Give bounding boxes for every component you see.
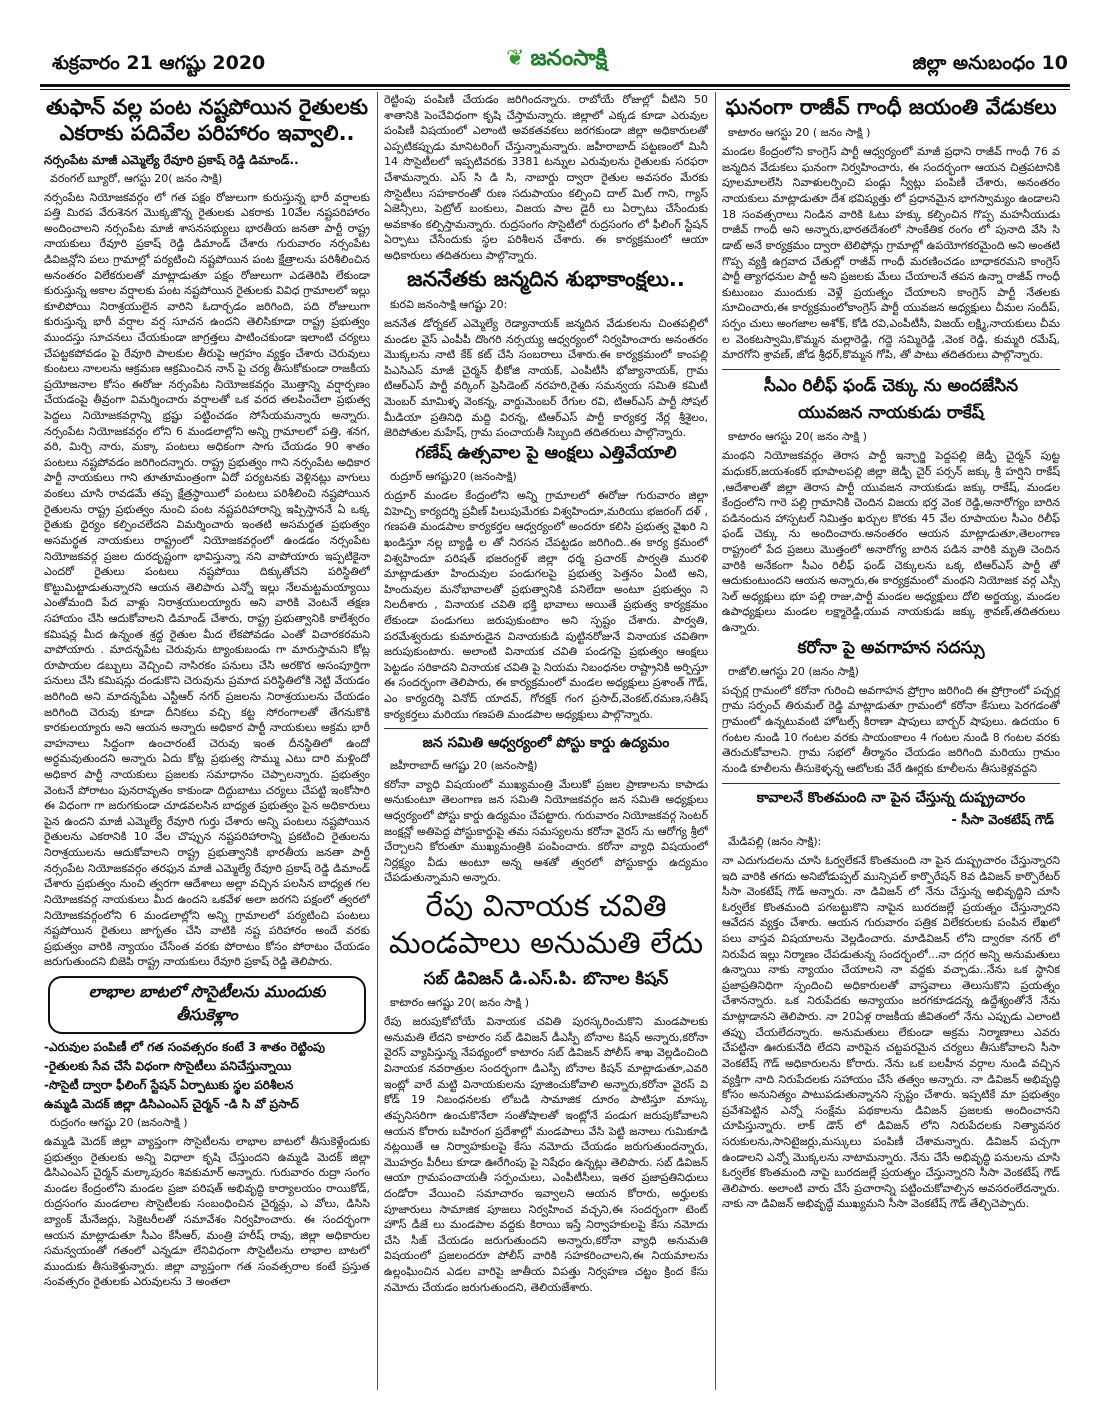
article-body: మండల కేంద్రంలోని కాంగ్రెస్ పార్టీ ఆధ్వర్యంలో మాజీ ప్రధాని రాజీవ్ గాంధీ 76 వ జన్మదిన వేడుకలు ఘనంగా నిర్వహించారు, ఈ సందర్భంగా ఆయన చిత్రపటానికి పూలమాలలేసి నివాళులర్పించి పండ్లు స్వీట్లు పంపిణీ చేశారు, అనంతరం నాయకులు మాట్లాడుతూ దేశ భవిష్యత్తు లో ప్రధానమైన భాగస్వామ్యం ఉండాలని 18 సంవత్సరాలు నిండిన వారికి ఓటు హక్కు కల్పించిన గొప్ప మహనీయుడు రాజీవ్ గాంధీ అని అన్నారు,భారతదేశంలో సాంకేతిక రంగం లో పునాది వేసి సి డాట్ అనే కార్యక్రమం ద్వారా టెలిఫోన్లు గ్రామాల్లో ఉపయోగకరమైంది అని అంతటి గొప్ప వ్యక్తి ఉగ్రవాద చేతుల్లో రాజీవ్ గాంధీ మరణించడం బాధాకరమని కాంగ్రెస్ పార్టీ త్యాగధనుల పార్టీ అని ప్రజలకు మేలు చేయాలనే తపన ఉన్నా రాజీవ్ గాంధీ కుటుంబం ముందుకు వెళ్లే ప్రయత్నం చేయాలని కాంగ్రెస్ పార్టీ నేతలకు సూచించారు,ఈ కార్యక్రమంలోకాంగ్రెస్ పార్టీ యువజన అధ్యక్షులు చీమల సందీప్, సర్పం చులు అంగజాల అశోక్, కోడి రవి,ఎంపీటీసీ, విజయ్ లక్ష్మి,నాయకులు చీమ ల వెంకటస్వామి,కొమ్మన మల్లారెడ్డి, గద్దె సమ్మిరెడ్డి ,వెంక రెడ్డి, కుమ్మరి రమేష్, మారగోని శ్రావణ్, జోడ శ్రీధర్,కొమ్మన గోపి, తో పాటు తదితరులు పాల్గొన్నారు. [722,145,1060,362]
article-dateline: మేడిపల్లి (జనం సాక్షి): [728,835,822,848]
page-header [36,40,1076,84]
article-body: నర్సంపేట నియోజకవర్గం లో గత పక్షం రోజులుగా కురుస్తున్న భారీ వర్షాలకు పత్తి మిరప వేరుశెనగ మొక్కజొన్న రైతులకు ఎకరాకు 10వేల నష్టపరిహారం అందించాలని నర్సంపేట మాజీ శాసనసభ్యులు భారతీయ జనతా పార్టీ రాష్ట్ర నాయకులు రేవూరి ప్రకాష్ రెడ్డి డిమాండ్ చేశారు గురువారం నర్సంపేట డివిజన్లోని పలు గ్రామాల్లో పర్యటించి నష్టపోయిన పంట క్షేత్రాలను పరిశీలించిన అనంతరం విలేకరులతో మాట్లాడుతూ పక్షం రోజులుగా ఎడతెరిపి లేకుండా కురుస్తున్న అకాల వర్షాలకు పంట నష్టపోయిన రైతులకు వివిధ గ్రామాలలో ఇల్లు కూలిపోయి నిరాశ్రయులైన వారిని ఓదార్చడం జరిగింది, పది రోజులుగా కురుస్తున్న భారీ వర్షాల వర్ష సూచన ఉందని తెలిసికూడా రాష్ట్ర ప్రభుత్వం ముందస్తు సూచనలు చేయకుండా జాగ్రత్తలు పాటించకుండా ఇలాంటి చర్యలు చేపట్టకపోవడం పై రేవూరి పాలకుల తీరుపై ఆగ్రహం వ్యక్తం చేశారు చెరువులు కుంటలు నాలలను ఆక్రమణ ఆక్రమించిన నాన్ పై చర్య తీసుకోకుండా రాజకీయ ప్రయోజనాల కోసం ఈరోజు నర్సంపేట నియోజకవర్గం మొత్తాన్ని వర్షార్పణం చేయడంపై తీవ్రంగా విమర్శించారు వర్షాలతో ఒక వరద తలపించేలా ప్రభుత్వ పెద్దలు నియోజకవర్గాన్ని భ్రష్టు పట్టించడం సోసేయమన్నారు అన్నారు. నర్సంపేట నియోజకవర్గం లోని 6 మండలాల్లోని అన్ని గ్రామాలలో పత్తి, శనగ, వరి, మిర్చి నారు, మక్కా పంటలు అధికంగా సాగు చేయడం 90 శాతం పంటలు నష్టపోవడం జరిగిందన్నారు. రాష్ట్ర ప్రభుత్వం గాని నర్సంపేట అధికార పార్టీ నాయకులు గాని తూతూమంత్రంగా ఏదో పర్యటనకు వెళ్లినట్లు వాగులు వంకలు చూసి రావడమే తప్ప క్షేత్రస్థాయిలో పంటలు పరిశీలించి నష్టపోయిన రైతులను రాష్ట్ర ప్రభుత్వం నుంచి పంట నష్టపరిహారాన్ని ఇప్పిస్తాననే ఏ ఒక్క రైతుకు ధైర్యం కల్పించలేదని విమర్శించారు ఇంతటి అసమర్థత ప్రభుత్వం అసమర్థత నాయకులు రాష్ట్రంలో నియోజకవర్గంలో ఉండడం నర్సంపేట నియోజకవర్గ ప్రజల దురదృష్టంగా భావిస్తున్నా నని వాపోయారు ఇప్పటికైనా ఎందరో రైతులు పంటలు నష్టపోయి దిక్కుతోచని పరిస్థితిలో కొట్టుమిట్టాడుతున్నారని ఆయన తెలిపారు ఎన్నో ఇల్లు నేలమట్టమయ్యాయి ఎంతోమంది పేద వాళ్లు నిరాశ్రయులయ్యారు అని వారికి వెంటనే తక్షణ సహాయం చేసి ఆదుకోవాలని డిమాండ్ చేశారు, రాష్ట్ర ప్రభుత్వానికి కాలేశ్వరం కమిషన్ల మీద ఉన్నంత శ్రద్ధ రైతుల మీద లేకపోవడం ఎంతో విచారకరమని వాపోయారు . మాదన్నపేట చెరువును ట్యాంకుబండు గా మారుస్తామని కోట్ల రూపాయల డబ్బులు వెచ్చించి నాసిరకం పనులు చేసి అరకొర అసంపూర్తిగా పనులు చేసి కమిషన్లు దండుకొని చెరువును ప్రమాద పరిస్థితిలోకి నెట్టి వేయడం జరిగింది అని మాదన్నపేట ఎస్టీఆర్ నగర్ ప్రజలను నిరాశ్రయులను చేయడం జరిగింది చెరువు కూడా దీనికలు వచ్చి కట్ట సోరంగాలతో తేగనుకొకి కారకులయ్యారు అని ఆయన అన్నారు అధికార పార్టీ నాయకులు అక్రమ భారీ వాహనాలు సిద్దంగా ఉంచారంటే చెరువు ఇంత దీనస్థితిలో ఉందో అర్ధమవుతుందని అన్నారు ఏదు కోట్ల ప్రభుత్వ సొమ్ము ఎటు దారి మళ్లిందో అధికార పార్టీ నాయకులు ప్రజలకు సమాధానం చెప్పాలన్నారు. ప్రభుత్వం వెంటనే పోరాటం పునరావృతం కాకుండా దిద్దుబాటు చర్యలు చేపట్టి ఇంకోసారి ఈ విధంగా గా జరుగకుండా చూడవలసిన బాధ్యత ప్రభుత్వం పైన అధికారులు పైన ఉందని మాజీ ఎమ్మెల్యే రేవూరి గుర్తు చేశారు అన్ని పంటలు నష్టపోయిన రైతులను ఎకరానికి 10 వేల చొప్పున నష్టపరిహారాన్ని ప్రకటించి రైతులను నిరాశ్రయులను ఆదుకోవాలని రాష్ట్ర ప్రభుత్వానికి భారతీయ జనతా పార్టీ నర్సంపేట నియోజకవర్గం తరఫున మాజీ ఎమ్మెల్యే రేవూరి ప్రకాష్ రెడ్డి డిమాండ్ చేశారు ప్రభుత్వం నుంచి త్వరగా ఆదేశాలు అల్లా వచ్చిన పలసిన బాధ్యత గల నియోజకవర్గ నాయకులు మీద ఉందని ఒకవేళ అలా జరగని పక్షంలో త్వరలో నియోజకవర్గంలోని 6 మండలాల్లోని అన్ని గ్రామాలలో పర్యటించి పంటలు నష్టపోయిన రైతులు జాగృతం చేసి వాటికి నష్ట పరిహారం అందే వరకు ప్రభుత్వం వారికి న్యాయం చేసేంత వరకు పోరాటం కోసం పోరాటం చేయడం జరుగుతుందని బిజెపి రాష్ట్ర నాయకులు రేవూరి ప్రకాష్ రెడ్డి తెలిపారు. [44,190,370,969]
article-body: రేపు జరుపుకోబోయే వినాయక చవితి పురస్కరించుకొని మండపాలకు అనుమతి లేదని కాటారం సబ్ డివిజన్ డీఎస్పీ బోనాల కిషన్ అన్నారు,కరోనా వైరస్ వ్యాపిస్తున్న నేపథ్యంలో కాటారం సబ్ డివిజన్ పోలీస్ శాఖ వెల్లడించింది వినాయక నవరాత్రుల సందర్భంగా డిఎస్పీ బోనాల కిషన్ మాట్లాడుతూ,ఎవరి ఇంట్లో వారే మట్టి వినాయకులను పూజించుకోవాలి అన్నారు,కరోనా వైరస్ వి కోడ్ 19 నిబంధనలకు లోబడి సామాజిక దూరం పాటిస్తూ మాస్కు తప్పనిసరిగా ఉంచుకొనేలా సంతోషాలతో ఇంట్లోనే పండుగ జరుపుకోవాలని ఆయన కోరారు బహిరంగ ప్రదేశాల్లో మండపాలు వేసి పెట్టి జనాలు గుమికూడి నట్లయితే ఆ నిర్వాహకులపై కేసు నమోదు చేయడం జరుగుతుందన్నారు, మొహర్రం పీరీలు కూడా ఊరేగింపు పై నిషేధం ఉన్నట్లు తెలిపారు. సబ్ డివిజన్ ఆయా గ్రామపంచాయతీ సర్పంచులు, ఎంపీటీసీలు, ఇతర ప్రజాప్రతినిధులు దండోరా వేయించి సమాచారం ఇవ్వాలని ఆయన కోరారు, అర్హులకు పూజారులు సామాజిక పూజలు నిర్వహించ వచ్చని,ఈ సందర్భంగా టెంట్ హౌస్ డీజే లు మండపాల వద్దకు కిరాయి ఇస్తే నిర్వాహకులపై కేసు నమోదు చేసి సీజ్ చేయడం జరుగుతుందని అన్నారు,కరోనా వ్యాధి అనుమతి విషయంలో ప్రజలందరూ పోలీస్ వారికి సహకరించాలని,ఈ నియమాలను ఉల్లంఘించిన ఎడల వారిపై జాతీయ విపత్తు నిర్వహణ చట్టం క్రింద కేసు నమోదు చేయడం జరుగుతుందని, తెలియజేశారు. [384,1015,708,1294]
article-dateline: కాటారం ఆగస్టు 20( జనం సాక్షి ) [728,430,867,444]
article-body: రుద్రూర్ మండల కేంద్రంలోని అన్ని గ్రామాలలో ఈరోజు గురువారం జిల్లా విహెచ్పి కార్యదర్శి ప్రవీణ్ పిలుపుమేరకు విశ్వహిందూ,మరియు భజరంగ్ దళ్ , గణపతి మండపాల కార్యకర్తల ఆధ్వర్యంలో అందరూ కలిసి ప్రభుత్వ వైఖరి ని ఖండిస్తూ నల్ల బ్యాడ్జీ ల తో నిరసన చేపట్టడం జరిగింది..ఈ కార్య క్రమంలో విశ్వహిందూ పరిషత్ భజరంగ్దళ్ జిల్లా ధర్మ ప్రచారక్ పార్వతి మురళి మాట్లాడుతూ హిందువుల పండుగలపై ప్రభుత్వ పెత్తనం ఏంటి అని, హిందువుల మనోభావాలతో ప్రభుత్వానికి పనిలేదా అంటూ ప్రభుత్వం ని నిలదీశారు , వినాయక చవితి భక్తి భావాలు అయితే ప్రభుత్వ కార్యక్రమం లేకుండా పండుగలు జరుపుకుంటాం అని స్పష్టం చేశారు. పార్వతి, పరమేశ్వరుడు కుమారుడైన వినాయకుడి పుట్టినరోజునే వినాయక చవితిగా జరుపుకుంటారు. అలాంటి వినాయక చవితి పండగపై ప్రభుత్వం ఆంక్షలు పెట్టడం సరికాదని వినాయక చవితి పై నియమ నిబంధనల రాష్ట్రానికి అర్పిస్తూ ఈ సందర్భంగా తెలిపారు, ఈ కార్యక్రమంలో మండల అధ్యక్షులు ప్రశాంత్ గౌడ్, ఎం కార్యదర్శి వినోద్ యాదవ్, గోరక్షక్ గంగ ప్రసాద్,వెంకట్,రమణ,సతీష్ కార్యకర్తలు మరియు గణపతి మండపాల అధ్యక్షులు పాల్గొన్నారు. [384,489,708,721]
article-dateline: కురవి జనంసాక్షి ఆగష్టు 20: [390,297,508,311]
article-headline: కరోనా పై అవగాహన సదస్సు [797,637,985,658]
column-divider [377,92,378,1390]
article-dateline: రుద్రూర్ ఆగష్టు20 (జనంసాక్షి) [390,470,517,484]
article-dateline: కాటారం ఆగస్టు 20 ( జనం సాక్షి ) [728,126,871,140]
page-number: 10 [1041,52,1068,74]
article-subhead: నర్సంపేట మాజీ ఎమ్మెల్యే రేవూరి ప్రకాష్ రెడ్డి డిమాండ్.. [44,152,299,167]
article-point: ఉమ్మడి మెదక్ జిల్లా డిసిఎంఎస్ చైర్మన్ -డి సి వో ప్రసాద్ [44,1096,299,1111]
article-point: -సొసైటీ ద్వారా ఫీలింగ్ స్టేషన్ ఏర్పాటుకు స్థల పరిశీలన [44,1077,294,1092]
article-headline: జననేతకు జన్మదిన శుభాకాంక్షలు.. [407,266,685,291]
article-body: జననేత డోర్నకల్ ఎమ్మెల్యే రెడ్యానాయక్ జన్మదిన వేడుకలను చింతపల్లిలో మండల వైస్ ఎంపీపీ దొంగరి నర్సయ్య ఆధ్వర్యంలో నిర్వహించారు అనంతరం మొక్కలను నాటి కేక్ కట్ చేసి సంబరాలు చేశారు.ఈ కార్యక్రమంలో కాంపల్లి పిఎసిఎస్ మాజీ చైర్మన్ భీకోజి నాయక్, ఎంపీటీసీ భోజ్యానాయక్, గ్రామ టిఆర్ఎస్ పార్టీ వర్కింగ్ ప్రెసిడెంట్ నరహరి,రైతు సమన్వయ సమితి కమిటీ మెంబర్ మామిళ్ళ వెంకన్న, వార్డుమెంబర్ రేగుల రవి, టిఆర్ఎస్ పార్టీ సోషల్ మీడియా ప్రతినిధి మద్ది విరన్న, టిఆర్ఎస్ పార్టీ కార్యకర్త నేర్ల శ్రీశైలం, జెరిపోతుల మహేష్, గ్రామ పంచాయతీ సిబ్బంది తదితరులు పాల్గొన్నారు. [384,316,708,440]
article-dateline: వరంగల్ బ్యూరో, ఆగస్టు 20( జనం సాక్షి) [50,171,223,185]
newspaper-logo [506,46,607,76]
article-headline: యువజన నాయకుడు రాకేష్ [798,403,984,424]
column-divider [715,92,716,1390]
article-dateline: జహీరాబాద్ ఆగష్టు 20 (జనంసాక్షి) [390,758,538,772]
page-label [912,52,1068,79]
article-byline: - సీసా వెంకటేష్ గౌడ్ [951,813,1054,828]
article-body: ఉమ్మడి మెదక్ జిల్లా వ్యాప్తంగా సొసైటీలను లాభాల బాటలో తీసుకెళ్లేందుకు ప్రభుత్వం రైతులకు అన్ని విధాలా కృషి చేస్తుందని ఉమ్మడి మెదక్ జిల్లా డిసిఎంఎస్ చైర్మన్ మల్కాపురం శివకుమార్ అన్నారు. గురువారం రుద్రా సంగం మండల కేంద్రంలోని మండల ప్రజా పరిషత్ అభివృద్ధి కార్యాలయం రాయికోడ్, రుద్రసంగం మండలాల సొసైటీలకు సంబంధించిన చైర్మన్లు, ఎ వోలు, డిసిసి బ్యాంక్ మేనేజర్లు, సెక్రెటరీలతో సమావేశం నిర్వహించారు. ఈ సందర్భంగా ఆయన మాట్లాడుతూ సీఎం కేసీఆర్, మంత్రి హరీష్ రావు, జిల్లా అధికారుల సమన్వయంతో గతంలో ఎన్నడూ లేనివిధంగా సొసైటీలను లాభాల బాటలో ముందుకు తీసుకెళ్తున్నారు. జిల్లా వ్యాప్తంగా గత సంవత్సరాల కంటే ప్రస్తుత సంవత్సరం రైతులకు ఎరువులను 3 అంతలా [44,1134,370,1289]
header-rule-thin [40,89,1070,90]
divider [384,728,708,729]
article-dateline: రుద్రంగం ఆగష్టు 20 (జనంసాక్షి ) [50,1115,188,1129]
article-point: -రైతులకు సేవ చేసే విధంగా సొసైటీలు పనిచేస్తున్నాయి [44,1058,292,1073]
article-byline: సబ్ డివిజన్ డి.ఎస్.పి. బొనాల కిషన్ [423,968,669,989]
article-headline: లాభాల బాటలో సొసైటీలను ముందుకు తీసుకెళ్లాం [48,976,366,1034]
column-3 [722,92,1060,1390]
article-headline: కావాలనే కొంతమంది నా పైన చేస్తున్న దుష్ప్రచారం [756,789,1026,806]
divider [722,369,1060,370]
divider [722,783,1060,784]
column-2 [384,92,708,1390]
article-headline: సీఎం రిలీఫ్ ఫండ్ చెక్కు ను అందజేసిన [763,375,1019,396]
article-headline: జన సమితి ఆధ్వర్యంలో పోస్టు కార్డు ఉద్యమం [422,735,670,752]
article-body: మంథని నియోజకవర్గం తెరాస పార్టీ ఇన్చార్జి పెద్దపల్లి జెడ్పీ చైర్మన్ పుట్ట మధుకర్,జయశంకర్ భూపాలపల్లి జిల్లా జెడ్పీ చైర్ పర్సన్ జక్కు శ్రీ హర్షిని రాకేష్ ,ఆదేశాలతో జిల్లా తెరాస పార్టీ యువజన నాయకుడు జక్కు రాకేష్, మండల కేంద్రంలోని గారె పల్లి గ్రామానికి చెందిన విజయ భర్త వెంక రెడ్డి,అనారోగ్యం బారిన పడినందున హాస్పటల్ నిమిత్తం ఖర్చుల కొరకు 45 వేల రూపాయల సీఎం రిలీఫ్ ఫండ్ చెక్కు ను అందించారు.అనంతరం ఆయన మాట్లాడుతూ,తెలంగాణ రాష్ట్రంలో పేద ప్రజలు మొత్తంలో అనారోగ్య బారిన పడిన వారికి మృతి చెందిన వారికి అనేకంగా సీఎం రిలీఫ్ ఫండ్ చెక్కులను ఒక్క టిఆర్ఎస్ పార్టీ తో ఆదుకుంటుందని ఆయన అన్నారు,ఈ కార్యక్రమంలో మంథని నియోజక వర్గ ఎస్సీ సెల్ అధ్యక్షులు భూ పల్లి రాజు,పార్టీ మండల అధ్యక్షులు దోలి అర్జయ్య, మండల ఉపాధ్యక్షులు మండల లక్ష్మారెడ్డి,యువ నాయకుడు జక్కు శ్రావణ్,తదితరులు ఉన్నారు. [722,449,1060,634]
article-body: కరోనా వ్యాధి విషయంలో ముఖ్యమంత్రి మేలుకో ప్రజల ప్రాణాలను కాపాడు అనుకుంటూ తెలంగాణ జన సమితి నియోజకవర్గం జన సమితి అధ్యక్షులు ఆధ్వర్యంలో పోస్టు కార్డు ఉద్యమం చేపట్టారు. గురువారం నియోజకవర్గ సెంటర్ జంక్షన్లో అతిపెద్ద పోస్టుకార్డుపై తమ సమస్యలను కరోనా వైరస్ ను ఆరోగ్య శ్రీలో చేర్చాలని కోరుతూ ముఖ్యమంత్రికి పంపించారు. కరోనా వ్యాధి విషయంలో నిర్లక్ష్యం వీడు అంటూ అన్న ఆశతో త్వరలో పోస్టుకార్డు ఉద్యమం చేపడుతున్నామని అన్నారు. [384,777,708,885]
article-body: నా ఎదుగుదలను చూసి ఓర్వలేకనే కొంతమంది నా పైన దుష్ప్రచారం చేస్తున్నారని ఇది వారికి తగదు అనిబోడుప్పల్ మున్సిపల్ కార్పొరేషన్ 8వ డివిజన్ కార్పొరేటర్ సీసా వెంకటేష్ గౌడ్ అన్నారు. నా డివిజన్ లో నేను చేస్తున్న అభివృద్ధిని చూసి ఓర్వలేక కొంతమంది పగబట్టుకొని నాపైన బురదజల్లే ప్రయత్నం చేస్తున్నారని ఆవేదన వ్యక్తం చేశారు. ఆయన గురువారం పత్రిక విలేకరులకు పంపిన లేఖలో పలు వాస్తవ విషయాలను వెల్లడించారు. మాడివిజన్ లోని ద్వారకా నగర్ లో నిరుపేద ఇల్లు నిర్మాణం చేపడుతున్న సందర్భంలో...నా దగ్గర అన్ని అనుమతులు ఉన్నాయి నాకు న్యాయం చేయాలని నా వద్దకు వచ్చాడు..నేను ఒక స్థానిక ప్రజాప్రతినిధిగా స్పందించి అధికారులతో వాస్తవాలు తెలుసుకొని ప్రయత్నం చేశానన్నారు. ఒక నిరుపేదకు అన్యాయం జరగకూడదన్న ఉద్దేశ్యంతోనే నేను మాట్లాడానని తెలిపారు. నా 20ఏళ్ల రాజకీయ జీవితంలో నేను ఎప్పుడు ఎలాంటి తప్పు చేయలేదన్నారు. అనుమతులు లేకుండా అక్రమ నిర్మాణాలు ఎవరు చేపట్టినా ఊరుకునేది లేదని వారిపైన చట్టపరమైన చర్యలు తీసుకోవాలని సీసా వెంకటేష్ గౌడ్ అధికారులను కోరారు. నేను ఒక బలహీన వర్గాల నుండి వచ్చిన వ్యక్తిగా నాది నిరుపేదలకు సహాయం చేసే తత్వం అన్నారు. నా డివిజన్ అభివృద్ధి కోసం అనునిత్యం పాటుపడుతున్నానని స్పష్టం చేశారు. ఇప్పటికే మా ప్రభుత్వం ప్రవేశపెట్టిన ఎన్నో సంక్షేమ పథకాలను డివిజన్ ప్రజలకు అందించానని చూపిస్తున్నారు. లాక్ డౌన్ లో డివిజన్ లోని నిరుపేదలకు నిత్యావసర సరుకులను,సానిటైజర్లు,మస్కులు పంపిణీ చేశామన్నారు. డివిజన్ పచ్చగా ఉండాలని ఎన్నో మొక్కలను నాటామన్నారు. నేను చేసే అభివృద్ధి పనులను చూసి ఓర్వలేక కొంతమంది నాపై బురదజల్లే ప్రయత్నం చేస్తున్నారని సీసా వెంకటేష్ గౌడ్ తెలిపారు. అలాంటి వారు చేసే ప్రచారాన్ని పట్టించుకోవాల్సిన అవసరంలేదన్నారు. నాకు నా డివిజన్ అభివృద్ధే ముఖ్యమని సీసా వెంకటేష్ గౌడ్ తేల్చిచెప్పారు. [722,854,1060,1211]
column-1 [44,92,370,1390]
article-headline: ఘనంగా రాజీవ్ గాంధీ జయంతి వేడుకలు [725,95,1057,119]
header-rule [40,84,1070,87]
article-headline: రేపు వినాయక చవితి మండపాలు అనుమతి లేదు [388,888,704,962]
article-dateline: కాటారం ఆగష్టు 20( జనం సాక్షి ) [390,996,529,1010]
section-name: జిల్లా అనుబంధం [912,52,1035,74]
logo-text: జనంసాక్షి [530,46,608,71]
article-body-continued: రెట్టింపు పంపిణీ చేయడం జరిగిందన్నారు. రాబోయే రోజుల్లో వీటిని 50 శాతానికి పెంచేవిధంగా కృషి చేస్తామన్నారు. జిల్లాలో ఎక్కడ కూడా ఎరువుల పంపిణీ విషయంలో ఎలాంటి అవకతవకలు జరగకుండా జిల్లా అధికారులతో ఎప్పటికప్పుడు మానిటరింగ్ చేస్తున్నామన్నారు. జహీరాబాద్ పట్టణంలో మినీ 14 సొసైటీలలో ఇప్పటివరకు 3381 టన్నుల ఎరువులను రైతులకు సరఫరా చేశామన్నారు. ఎస్ సి డి సి, నాబార్డు ద్వారా రైతుల అవసరం మేరకు సొసైటీలు సహకారంతో రుణ సదుపాయం కల్పించి దాల్ మిల్ గాని, గ్యాస్ ఏజెన్సీలు, పెట్రోల్ బంకులు, విజయ పాల డైరీ లు ఏర్పాటు చేసేందుకు అవకాశం కల్పిస్తామన్నారు. రుద్రసంగం సొసైటీలో రుద్రసంగం లో ఫీలింగ్ స్టేషన్ ఏర్పాటు చేసేందుకు స్థల పరిశీలన చేశారు. ఈ కార్యక్రమంలో ఆయా అధికారులు తదితరులు పాల్గొన్నారు. [384,93,708,263]
article-body: పచ్చర్ల గ్రామంలో కరోనా గురించి అవగాహన ప్రోగ్రాం జరిగింది ఈ ప్రోగ్రాంలో పచ్చర్ల గ్రామ సర్పంచ్ తిరుమల్ రెడ్డి మాట్లాడుతూ గ్రామంలో కరోనా కేసులు పెరగడంతో గ్రామంలో ఉన్నటువంటి హోటల్స్ కిరాణా షాపులు బార్బర్ షాపులు. ఉదయం 6 గంటల నుండి 10 గంటల వరకు సాయంకాలం 4 గంటల నుండి 8 గంటల వరకు తెరుచుకోవాలని. గ్రామ సభలో తీర్మానం చేయడం జరిగింది మరియు గ్రామం నుండి కూలీలను తీసుకెళ్ళన్న ఆటోలకు వేరే ఊర్లకు కూలీలను తీసుకెళ్లవద్దని [722,683,1060,775]
article-headline: గణేష్ ఉత్సవాల పై ఆంక్షలు ఎత్తివేయాలి [415,442,677,463]
article-point: -ఎరువుల పంపిణీ లో గత సంవత్సరం కంటే 3 శాతం రెట్టింపు [44,1039,326,1054]
article-headline: తుఫాన్ వల్ల పంట నష్టపోయిన రైతులకు ఎకరాకు పదివేల పరిహారం ఇవ్వాలి.. [45,95,369,146]
leaf-icon: ❦ [506,46,525,71]
issue-date: శుక్రవారం 21 ఆగష్టు 2020 [52,52,266,74]
article-dateline: రాజోలి.ఆగస్టు 20 (జనం సాక్షి) [728,664,859,678]
